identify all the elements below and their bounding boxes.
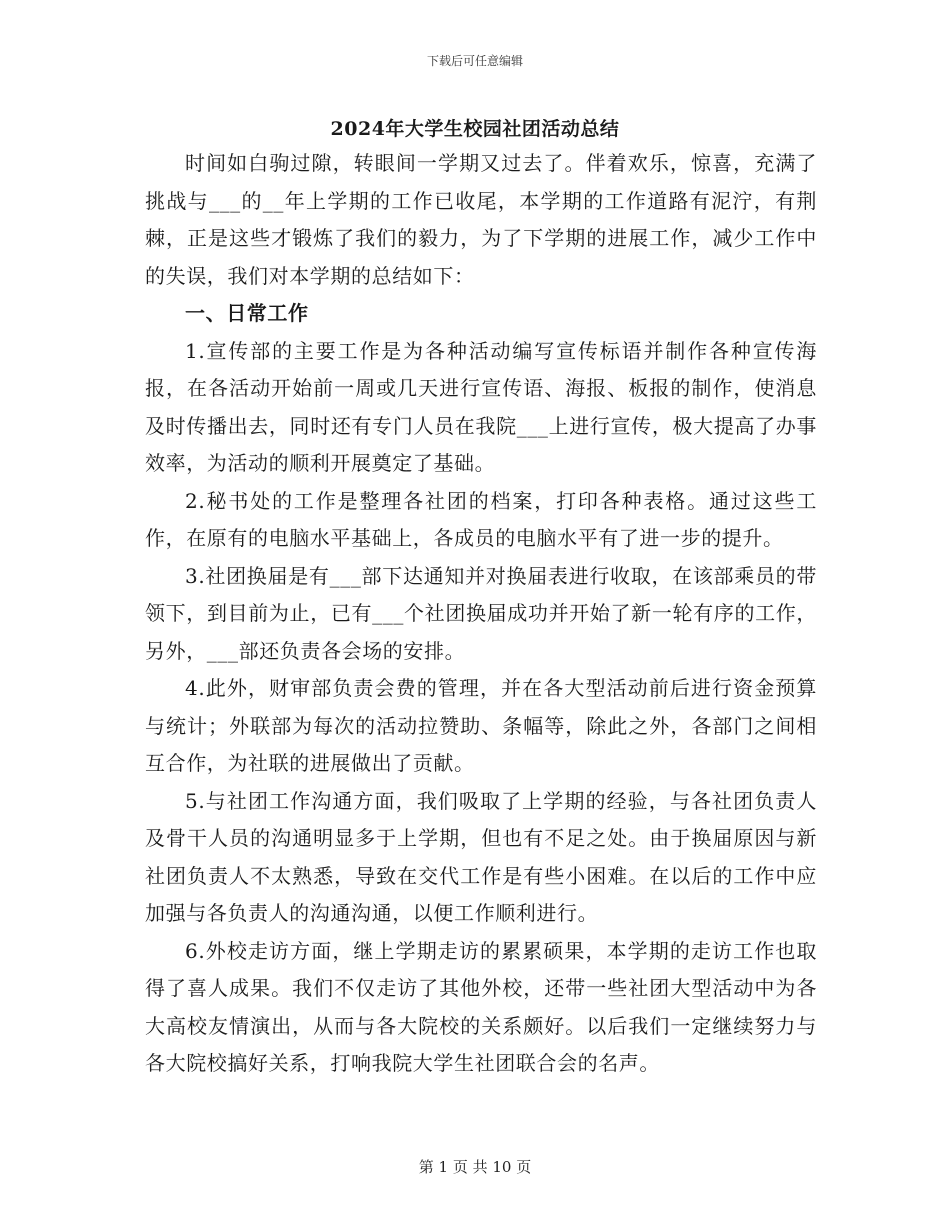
list-item: 4.此外，财审部负责会费的管理，并在各大型活动前后进行资金预算与统计；外联部为每次的活动拉赞助、条幅等，除此之外，各部门之间相互合作，为社联的进展做出了贡献。 [145, 676, 817, 775]
intro-paragraph: 时间如白驹过隙，转眼间一学期又过去了。伴着欢乐，惊喜，充满了挑战与___的__年上学期的工作已收尾，本学期的工作道路有泥泞，有荆棘，正是这些才锻炼了我们的毅力，为了下学期的进展工作，减少工作中的失误，我们对本学期的总结如下： [145, 151, 817, 288]
header-note: 下载后可任意编辑 [426, 54, 523, 68]
document-body [145, 145, 817, 1083]
list-item: 2.秘书处的工作是整理各社团的档案，打印各种表格。通过这些工作，在原有的电脑水平基础上，各成员的电脑水平有了进一步的提升。 [145, 488, 817, 550]
list-item: 6.外校走访方面，继上学期走访的累累硕果，本学期的走访工作也取得了喜人成果。我们不仅走访了其他外校，还带一些社团大型活动中为各大高校友情演出，从而与各大院校的关系颇好。以后我们一定继续努力与各大院校搞好关系，打响我院大学生社团联合会的名声。 [145, 938, 817, 1075]
list-item: 3.社团换届是有___部下达通知并对换届表进行收取，在该部乘员的带领下，到目前为止，已有___个社团换届成功并开始了新一轮有序的工作，另外，___部还负责各会场的安排。 [145, 563, 817, 663]
list-item: 5.与社团工作沟通方面，我们吸取了上学期的经验，与各社团负责人及骨干人员的沟通明显多于上学期，但也有不足之处。由于换届原因与新社团负责人不太熟悉，导致在交代工作是有些小困难。在以后的工作中应加强与各负责人的沟通沟通，以便工作顺利进行。 [145, 788, 817, 925]
list-item: 1.宣传部的主要工作是为各种活动编写宣传标语并制作各种宣传海报，在各活动开始前一周或几天进行宣传语、海报、板报的制作，使消息及时传播出去，同时还有专门人员在我院___上进行宣传，极大提高了办事效率，为活动的顺利开展奠定了基础。 [145, 338, 817, 475]
section-heading: 一、日常工作 [185, 301, 309, 325]
page-footer: 第 1 页 共 10 页 [418, 1158, 532, 1176]
document-title: 2024年大学生校园社团活动总结 [330, 118, 620, 140]
